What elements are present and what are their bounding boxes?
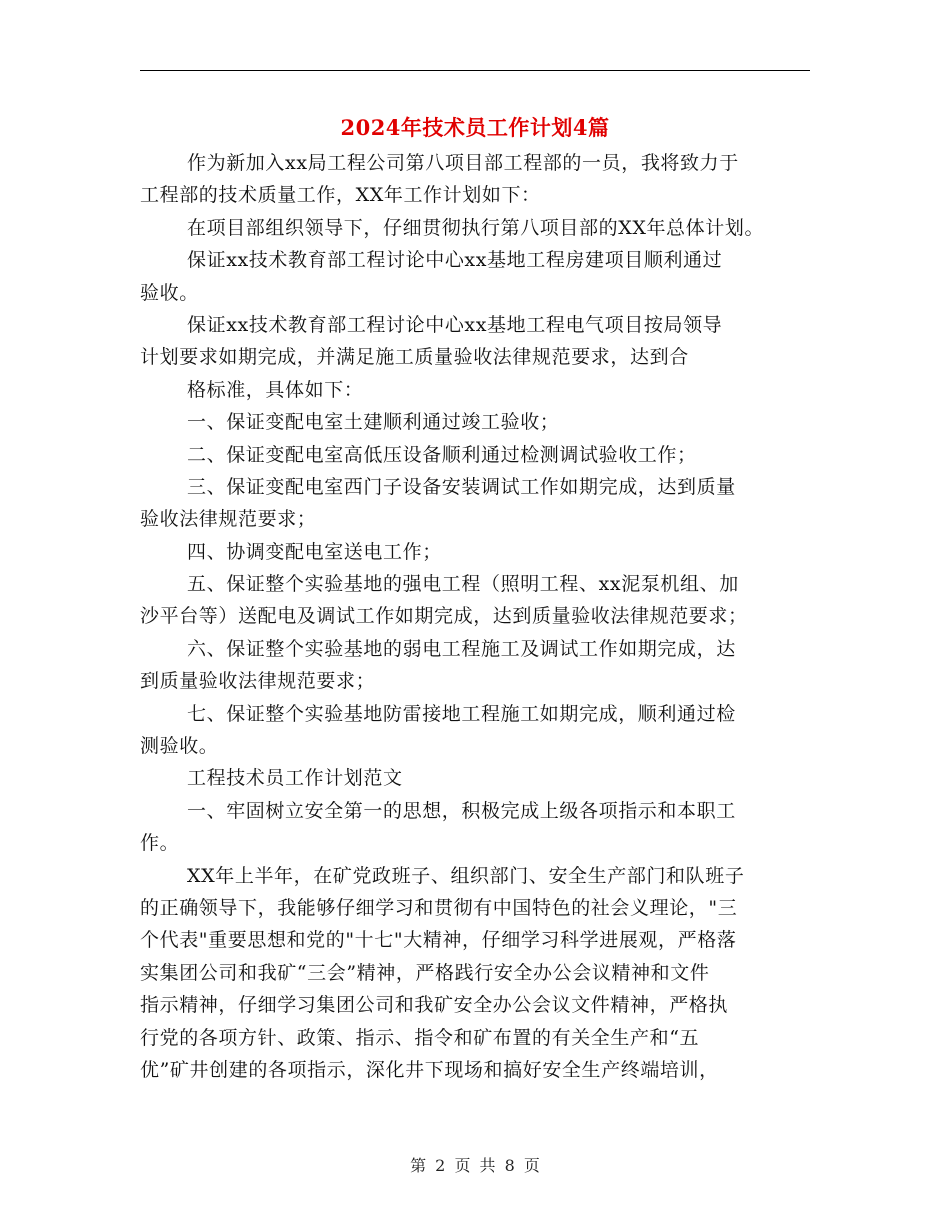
paragraph-line: 保证xx技术教育部工程讨论中心xx基地工程电气项目按局领导 xyxy=(187,313,723,336)
paragraph-line: 工程部的技术质量工作，XX年工作计划如下： xyxy=(140,184,541,207)
paragraph-line: 一、保证变配电室土建顺利通过竣工验收； xyxy=(187,411,560,434)
paragraph-line: 指示精神，仔细学习集团公司和我矿安全办公会议文件精神，严格执 xyxy=(140,994,729,1017)
paragraph-line: 测验收。 xyxy=(140,735,219,758)
paragraph-line: 优”矿井创建的各项指示，深化井下现场和搞好安全生产终端培训， xyxy=(140,1058,719,1081)
paragraph-line: 实集团公司和我矿“三会”精神，严格践行安全办公会议精神和文件 xyxy=(140,961,710,984)
paragraph-line: 五、保证整个实验基地的强电工程（照明工程、xx泥泵机组、加 xyxy=(187,573,739,596)
paragraph-line: 保证xx技术教育部工程讨论中心xx基地工程房建项目顺利通过 xyxy=(187,249,723,272)
paragraph-line: 在项目部组织领导下，仔细贯彻执行第八项目部的XX年总体计划。 xyxy=(187,216,765,239)
paragraph-line: 六、保证整个实验基地的弱电工程施工及调试工作如期完成，达 xyxy=(187,637,736,660)
paragraph-line: 七、保证整个实验基地防雷接地工程施工如期完成，顺利通过检 xyxy=(187,702,736,725)
paragraph-line: 沙平台等）送配电及调试工作如期完成，达到质量验收法律规范要求； xyxy=(140,605,748,628)
document-body xyxy=(140,147,820,1086)
page-number: 第 2 页 共 8 页 xyxy=(410,1156,540,1175)
paragraph-line: 二、保证变配电室高低压设备顺利通过检测调试验收工作； xyxy=(187,443,697,466)
paragraph-line: 计划要求如期完成，并满足施工质量验收法律规范要求，达到合 xyxy=(140,346,689,369)
paragraph-line: 格标准，具体如下： xyxy=(187,378,364,401)
paragraph-line: 作为新加入xx局工程公司第八项目部工程部的一员，我将致力于 xyxy=(187,152,739,174)
paragraph-line: 行党的各项方针、政策、指示、指令和矿布置的有关全生产和“五 xyxy=(140,1026,700,1049)
paragraph-line: XX年上半年，在矿党政班子、组织部门、安全生产部门和队班子 xyxy=(187,864,745,887)
paragraph-line: 作。 xyxy=(140,832,180,855)
paragraph-line: 验收。 xyxy=(140,281,199,304)
paragraph-line: 个代表"重要思想和党的"十七"大精神，仔细学习科学进展观，严格落 xyxy=(140,929,737,952)
header-rule xyxy=(140,70,810,71)
paragraph-line: 到质量验收法律规范要求； xyxy=(140,670,376,693)
paragraph-line: 验收法律规范要求； xyxy=(140,508,317,531)
section-heading: 工程技术员工作计划范文 xyxy=(187,767,403,790)
paragraph-line: 一、牢固树立安全第一的思想，积极完成上级各项指示和本职工 xyxy=(187,799,736,822)
paragraph-line: 四、协调变配电室送电工作； xyxy=(187,540,442,563)
document-title: 2024年技术员工作计划4篇 xyxy=(340,115,610,140)
paragraph-line: 三、保证变配电室西门子设备安装调试工作如期完成，达到质量 xyxy=(187,475,736,498)
paragraph-line: 的正确领导下，我能够仔细学习和贯彻有中国特色的社会义理论，"三 xyxy=(140,896,738,919)
